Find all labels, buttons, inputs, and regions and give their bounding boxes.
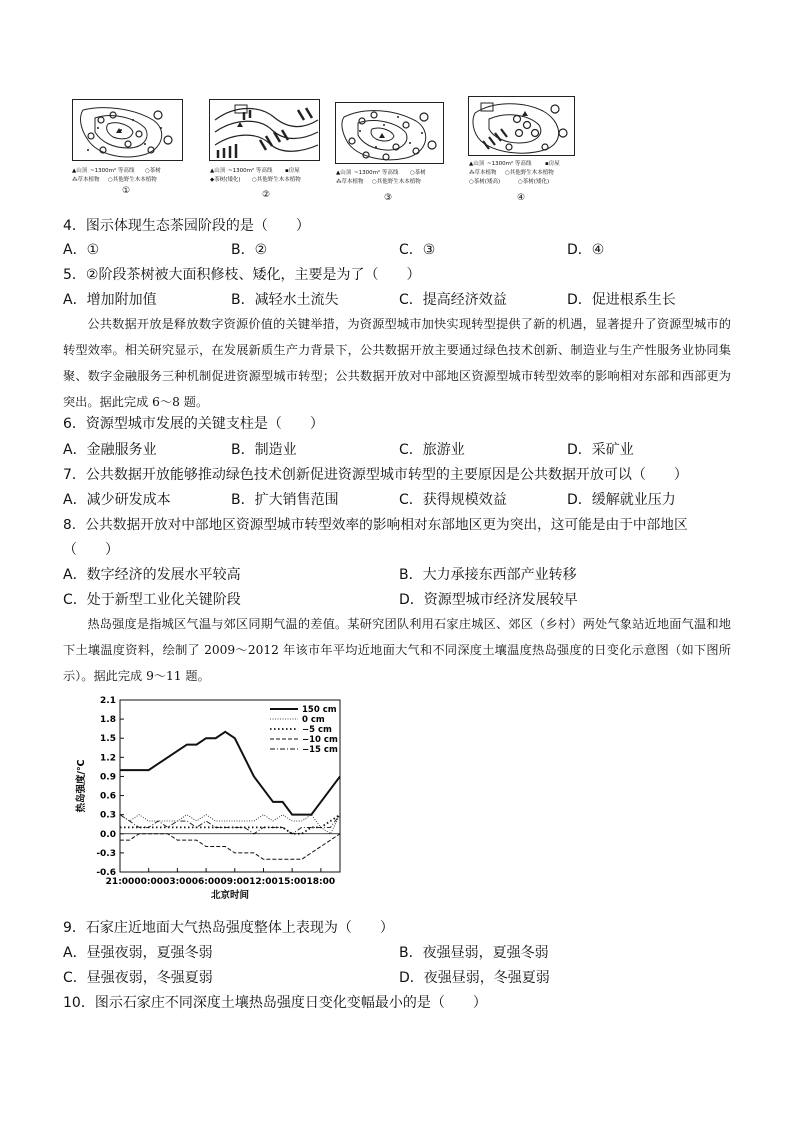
x-tick-label-3: 06:00 <box>191 877 221 887</box>
contour-map-3-drawing <box>336 103 444 164</box>
map-4-legend-3: ⁂草本植物 <box>469 170 497 176</box>
map-2-legend-0: ▲山顶 <box>210 168 226 174</box>
map-4-number: ④ <box>517 193 526 203</box>
contour-map-2-drawing <box>210 100 320 161</box>
question-5-option-b[interactable]: B．减轻水土流失 <box>231 292 339 308</box>
question-7-option-b[interactable]: B．扩大销售范围 <box>231 492 339 508</box>
question-6-option-a[interactable]: A．金融服务业 <box>63 442 157 458</box>
y-tick-label-1: -0.3 <box>96 848 116 859</box>
y-tick-label-2: 0.0 <box>100 829 116 840</box>
question-6-option-c[interactable]: C．旅游业 <box>399 442 465 458</box>
contour-map-1 <box>72 99 183 161</box>
x-tick-label-0: 21:00 <box>105 877 135 887</box>
legend-label-1: 0 cm <box>302 715 325 725</box>
map-1-legend-2: ○茶树 <box>145 168 161 174</box>
contour-map-3 <box>335 102 444 164</box>
map-3-legend-1: ~1300m² 等高线 <box>354 170 399 176</box>
contour-map-4 <box>468 96 575 156</box>
question-4-option-a[interactable]: A．① <box>63 242 100 258</box>
question-5-option-a[interactable]: A．增加附加值 <box>63 292 157 308</box>
question-8-option-d[interactable]: D．资源型城市经济发展较早 <box>399 592 578 608</box>
map-3-number: ③ <box>384 193 393 203</box>
y-tick-label-4: 0.6 <box>100 791 116 802</box>
legend-label-0: 150 cm <box>302 705 337 715</box>
question-4-stem: 4．图示体现生态茶园阶段的是（ ） <box>63 218 310 234</box>
map-3-legend-3: ⁂草本植物 <box>336 179 364 185</box>
question-6-stem: 6．资源型城市发展的关键支柱是（ ） <box>63 416 324 432</box>
map-1-legend-1: ~1300m² 等高线 <box>90 168 135 174</box>
question-5-option-d[interactable]: D．促进根系生长 <box>567 292 676 308</box>
question-9-option-b[interactable]: B．夜强昼弱，夏强冬弱 <box>399 945 549 961</box>
map-1-legend-4: ○其他野生木本植物 <box>108 177 157 183</box>
y-tick-label-6: 1.2 <box>100 753 116 764</box>
contour-maps-row <box>0 0 794 210</box>
x-tick-label-6: 15:00 <box>277 877 307 887</box>
question-8-stem-line1: 8．公共数据开放对中部地区资源型城市转型效率的影响相对东部地区更为突出，这可能是由于中部地区 <box>63 517 688 533</box>
y-tick-label-5: 0.9 <box>100 772 116 783</box>
map-1-number: ① <box>122 186 131 196</box>
question-9-option-a[interactable]: A．昼强夜弱，夏强冬弱 <box>63 945 213 961</box>
map-2-legend-4: ○其他野生木本植物 <box>252 177 301 183</box>
y-tick-label-7: 1.5 <box>100 734 116 745</box>
question-4-option-c[interactable]: C．③ <box>399 242 436 258</box>
map-4-legend-4: ○其他野生木本植物 <box>505 170 554 176</box>
map-2-legend-1: ~1300m² 等高线 <box>228 168 273 174</box>
question-5-option-c[interactable]: C．提高经济效益 <box>399 292 507 308</box>
map-1-legend-3: ⁂草本植物 <box>72 177 100 183</box>
series-line-4 <box>120 815 340 834</box>
question-9-option-d[interactable]: D．夜强昼弱，冬强夏弱 <box>399 970 550 986</box>
question-6-option-d[interactable]: D．采矿业 <box>567 442 634 458</box>
question-7-option-c[interactable]: C．获得规模效益 <box>399 492 507 508</box>
question-7-option-d[interactable]: D．缓解就业压力 <box>567 492 676 508</box>
legend-label-3: −10 cm <box>302 735 338 745</box>
question-7-option-a[interactable]: A．减少研发成本 <box>63 492 171 508</box>
legend-label-2: −5 cm <box>302 725 332 735</box>
y-tick-label-8: 1.8 <box>100 715 116 726</box>
question-8-option-a[interactable]: A．数字经济的发展水平较高 <box>63 567 241 583</box>
map-4-legend-6: ○茶树(矮化) <box>518 179 550 185</box>
heat-island-chart <box>70 690 350 915</box>
question-9-stem: 9．石家庄近地面大气热岛强度整体上表现为（ ） <box>63 920 394 936</box>
contour-map-2 <box>209 99 320 161</box>
contour-map-4-drawing <box>469 97 575 156</box>
map-2-legend-2: ▪房屋 <box>285 168 300 174</box>
x-tick-label-4: 09:00 <box>220 877 250 887</box>
series-line-3 <box>120 834 340 859</box>
x-tick-label-2: 03:00 <box>163 877 192 887</box>
contour-map-1-drawing <box>73 100 183 161</box>
question-6-option-b[interactable]: B．制造业 <box>231 442 297 458</box>
y-tick-label-9: 2.1 <box>100 696 116 706</box>
y-tick-label-3: 0.3 <box>100 810 116 821</box>
question-8-option-b[interactable]: B．大力承接东西部产业转移 <box>399 567 577 583</box>
map-4-legend-2: ▪房屋 <box>545 161 560 167</box>
question-4-option-d[interactable]: D．④ <box>567 242 605 258</box>
map-2-legend-3: ◆茶树(矮化) <box>210 177 241 183</box>
question-4-option-b[interactable]: B．② <box>231 242 268 258</box>
map-4-legend-1: ~1300m² 等高线 <box>487 161 532 167</box>
y-axis-label: 热岛强度/℃ <box>76 759 87 813</box>
passage-public-data: 公共数据开放是释放数字资源价值的关键举措，为资源型城市加快实现转型提供了新的机遇，显著提升了资源型城市的转型效率。相关研究显示，在发展新质生产力背景下，公共数据开放主要通过绿色技术创新、制造业与生产性服务业协同集聚、数字金融服务三种机制促进资源型城市转型；公共数据开放对中部地区资源型城市转型效率的影响相对东部和西部更为突出。据此完成 6～8 题。 <box>63 317 731 409</box>
question-10-stem: 10．图示石家庄不同深度土壤热岛强度日变化变幅最小的是（ ） <box>63 995 487 1011</box>
question-8-option-c[interactable]: C．处于新型工业化关键阶段 <box>63 592 241 608</box>
x-axis-label: 北京时间 <box>210 890 250 901</box>
x-tick-label-5: 12:00 <box>249 877 278 887</box>
question-9-option-c[interactable]: C．昼强夜弱，冬强夏弱 <box>63 970 213 986</box>
map-4-legend-5: ○茶树(矮高) <box>469 179 501 185</box>
x-tick-label-1: 00:00 <box>134 877 164 887</box>
map-3-legend-4: ○其他野生木本植物 <box>372 179 421 185</box>
map-3-legend-0: ▲山顶 <box>336 170 352 176</box>
map-3-legend-2: ○茶树 <box>410 170 426 176</box>
question-5-stem: 5．②阶段茶树被大面积修枝、矮化，主要是为了（ ） <box>63 267 421 283</box>
x-tick-label-7: 18:00 <box>306 877 336 887</box>
question-8-stem-line2: （ ） <box>63 542 119 558</box>
question-7-stem: 7．公共数据开放能够推动绿色技术创新促进资源型城市转型的主要原因是公共数据开放可以（ ） <box>63 467 688 483</box>
map-1-legend-0: ▲山顶 <box>72 168 88 174</box>
passage-heat-island: 热岛强度是指城区气温与郊区同期气温的差值。某研究团队利用石家庄城区、郊区（乡村）两处气象站近地面气温和地下土壤温度资料，绘制了 2009～2012 年该市年平均近地面大气和不同深度土壤温度热岛强度的日变化示意图（如下图所示）。据此完成 9～11 题。 <box>63 617 731 683</box>
map-4-legend-0: ▲山顶 <box>469 161 485 167</box>
heat-island-chart-svg <box>70 690 350 915</box>
legend-label-4: −15 cm <box>302 745 338 755</box>
map-2-number: ② <box>262 190 271 200</box>
y-tick-label-0: -0.6 <box>96 868 116 878</box>
